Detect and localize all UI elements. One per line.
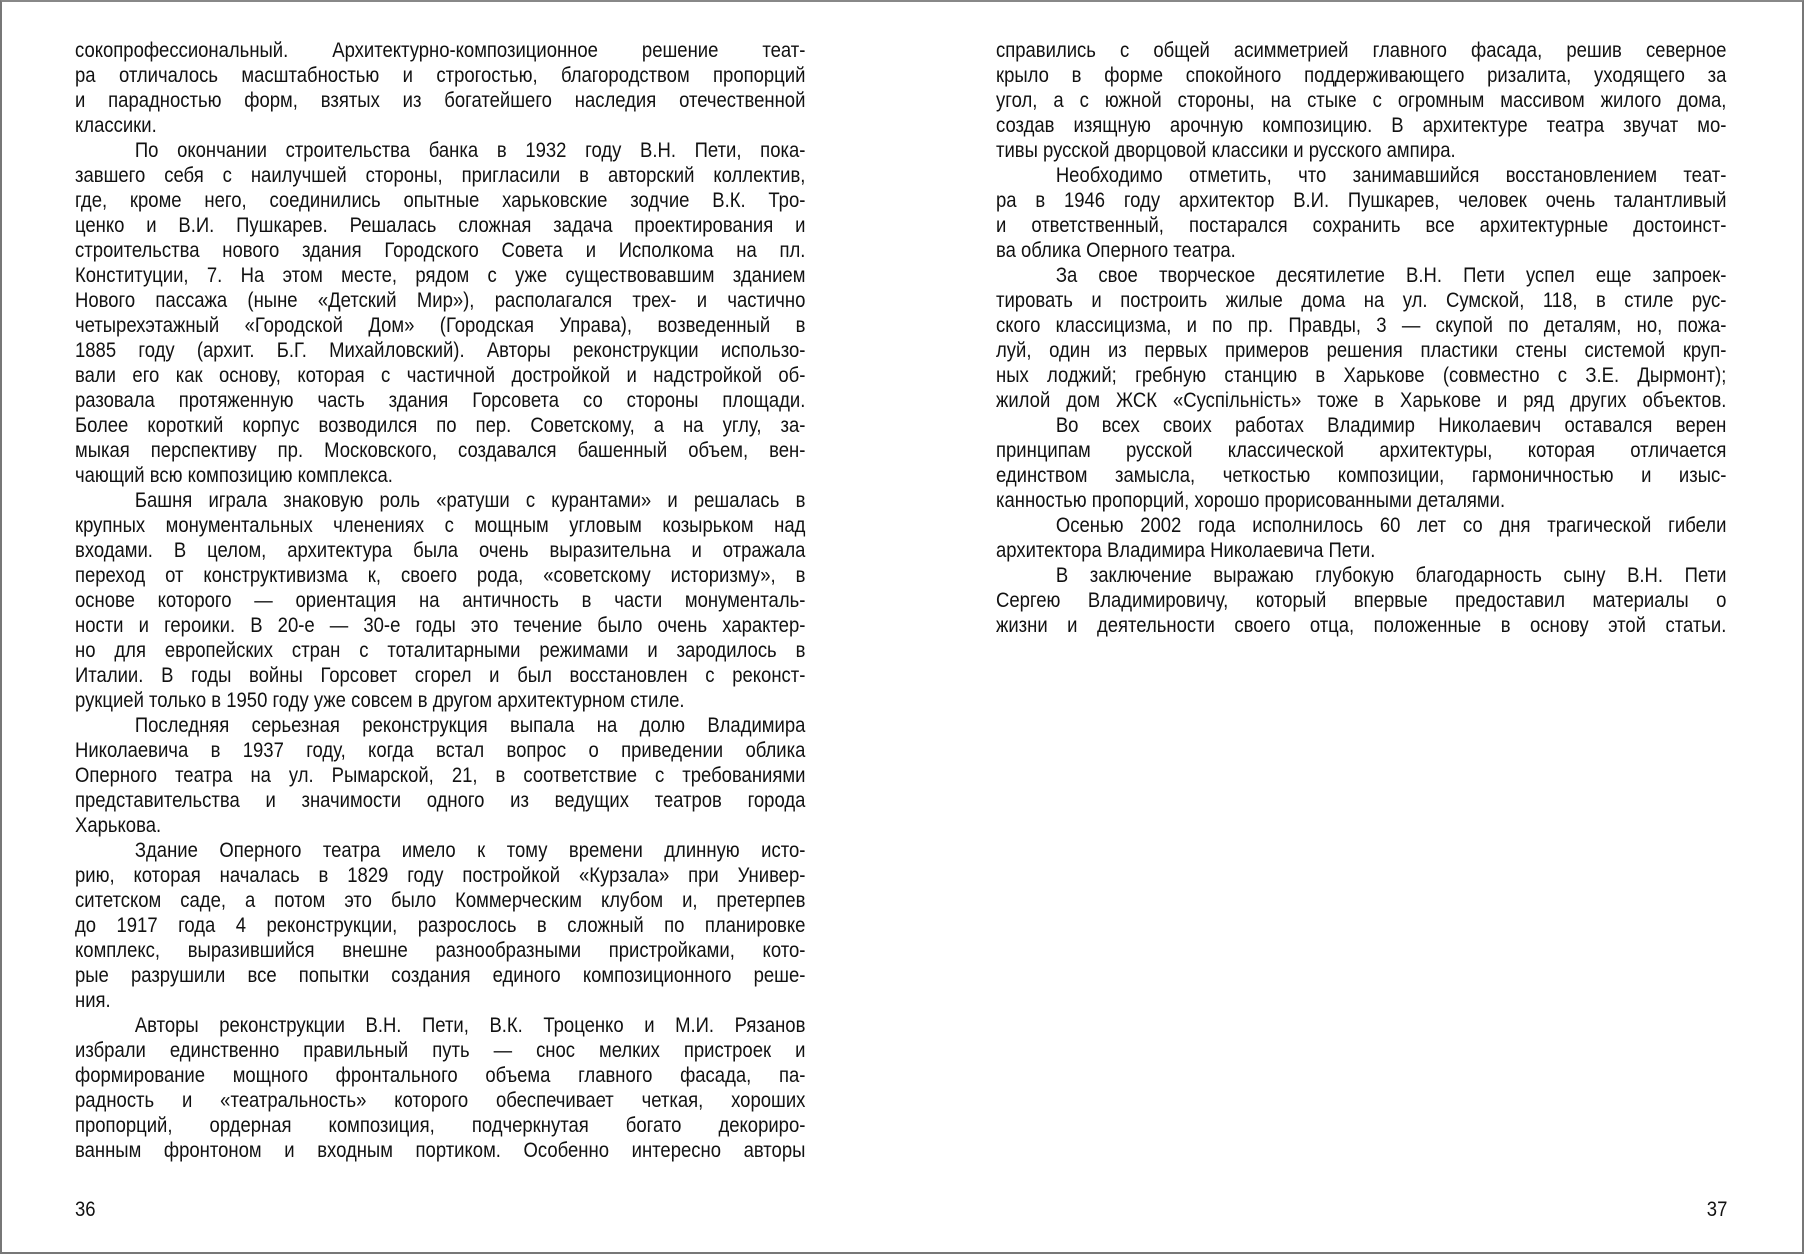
- text-line: разовала протяженную часть здания Горсовета со стороны площади.: [75, 389, 806, 412]
- text-line: рые разрушили все попытки создания единого композиционного реше-: [75, 964, 806, 987]
- text-line: ра в 1946 году архитектор В.И. Пушкарев, человек очень талантливый: [996, 189, 1727, 212]
- text-line: ценко и В.И. Пушкарев. Решалась сложная задача проектирования и: [75, 214, 806, 237]
- paragraph: [75, 1013, 805, 1163]
- paragraph: [75, 713, 805, 838]
- paragraph: [996, 38, 1726, 163]
- text-line: В заключение выражаю глубокую благодарность сыну В.Н. Пети: [1055, 564, 1727, 587]
- text-line: тировать и построить жилые дома на ул. Сумской, 118, в стиле рус-: [996, 289, 1727, 312]
- text-line: тивы русской дворцовой классики и русского ампира.: [996, 139, 1456, 162]
- paragraph: [75, 488, 805, 713]
- text-line: рукцией только в 1950 году уже совсем в другом архитектурном стиле.: [75, 689, 685, 712]
- paragraph: [996, 563, 1726, 638]
- text-line: Осенью 2002 года исполнилось 60 лет со дня трагической гибели: [1055, 514, 1727, 537]
- text-line: Конституции, 7. На этом месте, рядом с уже существовавшим зданием: [75, 264, 806, 287]
- text-line: избрали единственно правильный путь — снос мелких пристроек и: [75, 1039, 806, 1062]
- text-line: создав изящную арочную композицию. В архитектуре театра звучат мо-: [996, 114, 1727, 137]
- paragraph: [75, 138, 805, 488]
- text-line: классики.: [75, 114, 157, 137]
- text-line: архитектора Владимира Николаевича Пети.: [996, 539, 1376, 562]
- text-line: угол, а с южной стороны, на стыке с огромным массивом жилого дома,: [996, 89, 1727, 112]
- text-line: Оперного театра на ул. Рымарской, 21, в соответствие с требованиями: [75, 764, 806, 787]
- text-line: справились с общей асимметрией главного фасада, решив северное: [996, 39, 1727, 62]
- text-line: жилой дом ЖСК «Суспільність» тоже в Харькове и ряд других объектов.: [996, 389, 1727, 412]
- text-line: принципам русской классической архитектуры, которая отличается: [996, 439, 1727, 462]
- text-line: ва облика Оперного театра.: [996, 239, 1236, 262]
- text-line: строительства нового здания Городского Совета и Исполкома на пл.: [75, 239, 806, 262]
- page-number-right: 37: [1706, 1198, 1727, 1221]
- right-page-text: [996, 38, 1726, 638]
- text-line: Более короткий корпус возводился по пер. Советскому, а на углу, за-: [75, 414, 806, 437]
- text-line: входами. В целом, архитектура была очень выразительна и отражала: [75, 539, 806, 562]
- text-line: радность и «театральность» которого обеспечивает четкая, хороших: [75, 1089, 806, 1112]
- text-line: единством замысла, четкостью композиции, гармоничностью и изыс-: [996, 464, 1727, 487]
- text-line: но для европейских стран с тоталитарными режимами и зародилось в: [75, 639, 806, 662]
- text-line: представительства и значимости одного из ведущих театров города: [75, 789, 806, 812]
- text-line: переход от конструктивизма к, своего рода, «советскому историзму», в: [75, 564, 806, 587]
- text-line: комплекс, выразившийся внешне разнообразными пристройками, кото-: [75, 939, 806, 962]
- left-page-text: [75, 38, 805, 1163]
- text-line: и ответственный, постарался сохранить все архитектурные достоинст-: [996, 214, 1727, 237]
- text-line: ского классицизма, и по пр. Правды, 3 — скупой по деталям, но, пожа-: [996, 314, 1727, 337]
- text-line: вали его как основу, которая с частичной достройкой и надстройкой об-: [75, 364, 806, 387]
- text-line: Здание Оперного театра имело к тому времени длинную исто-: [134, 839, 806, 862]
- text-line: и парадностью форм, взятых из богатейшего наследия отечественной: [75, 89, 806, 112]
- paragraph: [996, 413, 1726, 513]
- text-line: канностью пропорций, хорошо прорисованными деталями.: [996, 489, 1506, 512]
- text-line: ра отличалось масштабностью и строгостью, благородством пропорций: [75, 64, 806, 87]
- text-line: рию, которая началась в 1829 году постройкой «Курзала» при Универ-: [75, 864, 806, 887]
- paragraph: [996, 513, 1726, 563]
- text-line: Во всех своих работах Владимир Николаевич оставался верен: [1055, 414, 1727, 437]
- text-line: Сергею Владимировичу, который впервые предоставил материалы о: [996, 589, 1727, 612]
- text-line: пропорций, ордерная композиция, подчеркнутая богато декориро-: [75, 1114, 806, 1137]
- text-line: Харькова.: [75, 814, 162, 837]
- paragraph: [75, 838, 805, 1013]
- text-line: За свое творческое десятилетие В.Н. Пети успел еще запроек-: [1055, 264, 1727, 287]
- text-line: ситетском саде, а потом это было Коммерческим клубом и, претерпев: [75, 889, 806, 912]
- text-line: чающий всю композицию комплекса.: [75, 464, 393, 487]
- text-line: Нового пассажа (ныне «Детский Мир»), располагался трех- и частично: [75, 289, 806, 312]
- text-line: ных лоджий; гребную станцию в Харькове (совместно с З.Е. Дырмонт);: [996, 364, 1727, 387]
- text-line: до 1917 года 4 реконструкции, разрослось в сложный по планировке: [75, 914, 806, 937]
- paragraph: [75, 38, 805, 138]
- text-line: Последняя серьезная реконструкция выпала на долю Владимира: [134, 714, 806, 737]
- text-line: Николаевича в 1937 году, когда встал вопрос о приведении облика: [75, 739, 806, 762]
- text-line: Италии. В годы войны Горсовет сгорел и был восстановлен с реконст-: [75, 664, 806, 687]
- text-line: мыкая перспективу пр. Московского, создавался башенный объем, вен-: [75, 439, 806, 462]
- text-line: ния.: [75, 989, 111, 1012]
- page-number-left: 36: [75, 1198, 96, 1221]
- text-line: По окончании строительства банка в 1932 году В.Н. Пети, пока-: [134, 139, 806, 162]
- text-line: где, кроме него, соединились опытные харьковские зодчие В.К. Тро-: [75, 189, 806, 212]
- paragraph: [996, 163, 1726, 263]
- paragraph: [996, 263, 1726, 413]
- text-line: основе которого — ориентация на античность в части монументаль-: [75, 589, 806, 612]
- text-line: ванным фронтоном и входным портиком. Особенно интересно авторы: [75, 1139, 806, 1162]
- text-line: четырехэтажный «Городской Дом» (Городская Управа), возведенный в: [75, 314, 806, 337]
- text-line: крыло в форме спокойного поддерживающего ризалита, уходящего за: [996, 64, 1727, 87]
- text-line: завшего себя с наилучшей стороны, пригласили в авторский коллектив,: [75, 164, 806, 187]
- text-line: Необходимо отметить, что занимавшийся восстановлением теат-: [1055, 164, 1727, 187]
- text-line: ности и героики. В 20-е — 30-е годы это течение было очень характер-: [75, 614, 806, 637]
- text-line: луй, один из первых примеров решения пластики стены системой круп-: [996, 339, 1727, 362]
- text-line: крупных монументальных членениях с мощным угловым козырьком над: [75, 514, 806, 537]
- text-line: жизни и деятельности своего отца, положенные в основу этой статьи.: [996, 614, 1727, 637]
- text-line: 1885 году (архит. Б.Г. Михайловский). Авторы реконструкции использо-: [75, 339, 806, 362]
- text-line: Авторы реконструкции В.Н. Пети, В.К. Троценко и М.И. Рязанов: [134, 1014, 806, 1037]
- text-line: сокопрофессиональный. Архитектурно-композиционное решение теат-: [75, 39, 806, 62]
- text-line: формирование мощного фронтального объема главного фасада, па-: [75, 1064, 806, 1087]
- text-line: Башня играла знаковую роль «ратуши с курантами» и решалась в: [134, 489, 806, 512]
